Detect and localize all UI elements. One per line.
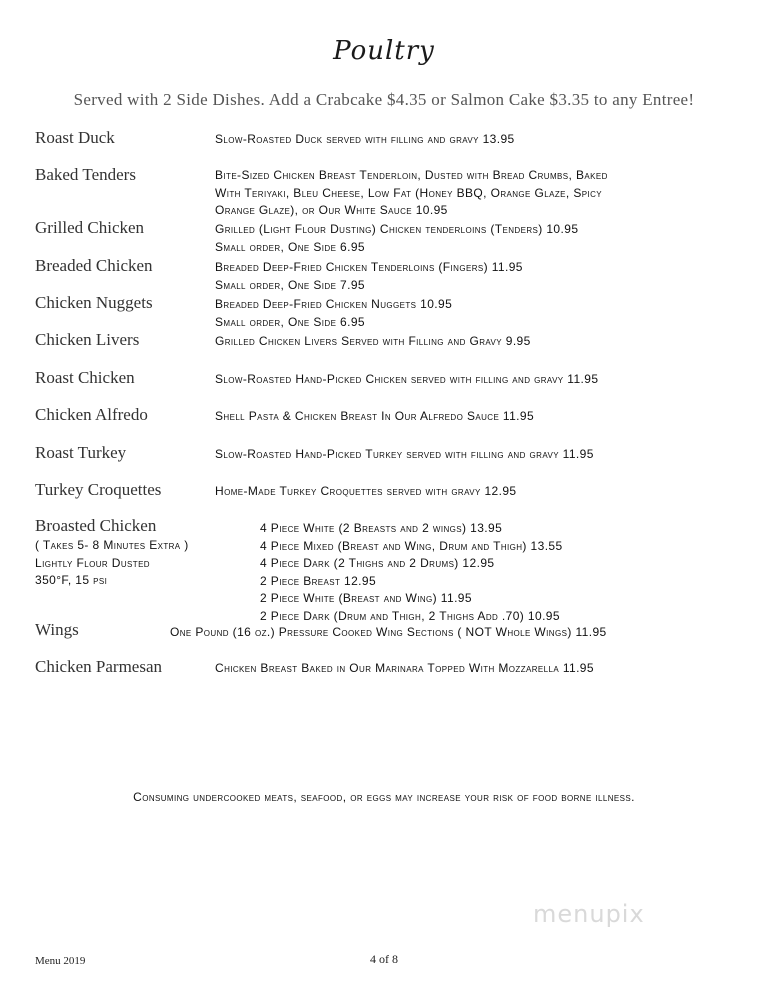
item-description-line: Orange Glaze), or Our White Sauce 10.95	[215, 203, 448, 217]
item-description	[215, 221, 735, 256]
broasted-option: 2 Piece Breast 12.95	[260, 573, 377, 588]
item-name: Roast Turkey	[35, 443, 127, 462]
broasted-notes	[35, 537, 189, 590]
item-name: Grilled Chicken	[35, 218, 145, 237]
item-description-line: Small order, One Side 6.95	[215, 314, 366, 329]
item-description-line: With Teriyaki, Bleu Cheese, Low Fat (Honey BBQ, Orange Glaze, Spicy	[215, 185, 603, 200]
item-description-line: Breaded Deep-Fried Chicken Nuggets 10.95	[215, 297, 453, 311]
menupix-watermark: menupix	[533, 900, 645, 928]
item-name-broasted: Broasted Chicken	[35, 516, 157, 535]
item-description	[215, 167, 735, 220]
item-description-line: Small order, One Side 6.95	[215, 239, 366, 254]
item-description-line: Grilled Chicken Livers Served with Filling and Gravy 9.95	[215, 334, 531, 348]
broasted-option: 2 Piece Dark (Drum and Thigh, 2 Thighs Add .70) 10.95	[260, 608, 560, 623]
broasted-option: 4 Piece Mixed (Breast and Wing, Drum and Thigh) 13.55	[260, 538, 563, 553]
broasted-note-dusting: Lightly Flour Dusted	[35, 555, 150, 570]
item-description-line: Shell Pasta & Chicken Breast In Our Alfredo Sauce 11.95	[215, 409, 535, 423]
item-description-line: Grilled (Light Flour Dusting) Chicken tenderloins (Tenders) 10.95	[215, 222, 579, 236]
item-description-line: Slow-Roasted Duck served with filling and gravy 13.95	[215, 132, 515, 146]
item-name: Chicken Nuggets	[35, 293, 153, 312]
footer-page-number: 4 of 8	[370, 952, 398, 966]
item-description	[215, 483, 735, 501]
item-description	[215, 333, 735, 351]
broasted-note-time: ( Takes 5- 8 Minutes Extra )	[35, 538, 189, 552]
item-name: Breaded Chicken	[35, 256, 153, 275]
item-description	[215, 446, 735, 464]
broasted-option: 4 Piece Dark (2 Thighs and 2 Drums) 12.95	[260, 556, 495, 570]
item-name: Chicken Alfredo	[35, 405, 148, 424]
item-name: Roast Duck	[35, 128, 115, 147]
item-name: Turkey Croquettes	[35, 480, 162, 499]
item-description-line: Breaded Deep-Fried Chicken Tenderloins (Fingers) 11.95	[215, 260, 523, 274]
item-description	[215, 408, 735, 426]
item-description	[215, 296, 735, 331]
item-description	[215, 131, 735, 149]
item-name-parmesan: Chicken Parmesan	[35, 657, 162, 676]
item-description-line: Home-Made Turkey Croquettes served with gravy 12.95	[215, 484, 517, 498]
broasted-option: 2 Piece White (Breast and Wing) 11.95	[260, 591, 472, 605]
parmesan-description: Chicken Breast Baked in Our Marinara Topped With Mozzarella 11.95	[215, 661, 594, 675]
page-title: Poultry	[333, 36, 435, 66]
broasted-options	[260, 520, 563, 625]
broasted-note-temp: 350°F, 15 psi	[35, 573, 108, 587]
item-name: Roast Chicken	[35, 368, 135, 387]
footer-menu-year: Menu 2019	[35, 955, 86, 967]
item-name-wings: Wings	[35, 620, 79, 639]
wings-description: One Pound (16 oz.) Pressure Cooked Wing Sections ( NOT Whole Wings) 11.95	[170, 625, 607, 639]
page-subtitle: Served with 2 Side Dishes. Add a Crabcake $4.35 or Salmon Cake $3.35 to any Entree!	[73, 90, 695, 109]
item-name: Chicken Livers	[35, 330, 140, 349]
food-safety-disclaimer: Consuming undercooked meats, seafood, or eggs may increase your risk of food borne illness.	[133, 790, 635, 804]
item-description-line: Slow-Roasted Hand-Picked Chicken served with filling and gravy 11.95	[215, 372, 599, 386]
item-description-line: Slow-Roasted Hand-Picked Turkey served with filling and gravy 11.95	[215, 447, 594, 461]
item-description-line: Bite-Sized Chicken Breast Tenderloin, Dusted with Bread Crumbs, Baked	[215, 168, 608, 182]
item-description-line: Small order, One Side 7.95	[215, 277, 366, 292]
item-description	[215, 371, 735, 389]
broasted-option: 4 Piece White (2 Breasts and 2 wings) 13.95	[260, 521, 503, 535]
item-description	[215, 259, 735, 294]
item-name: Baked Tenders	[35, 165, 136, 184]
